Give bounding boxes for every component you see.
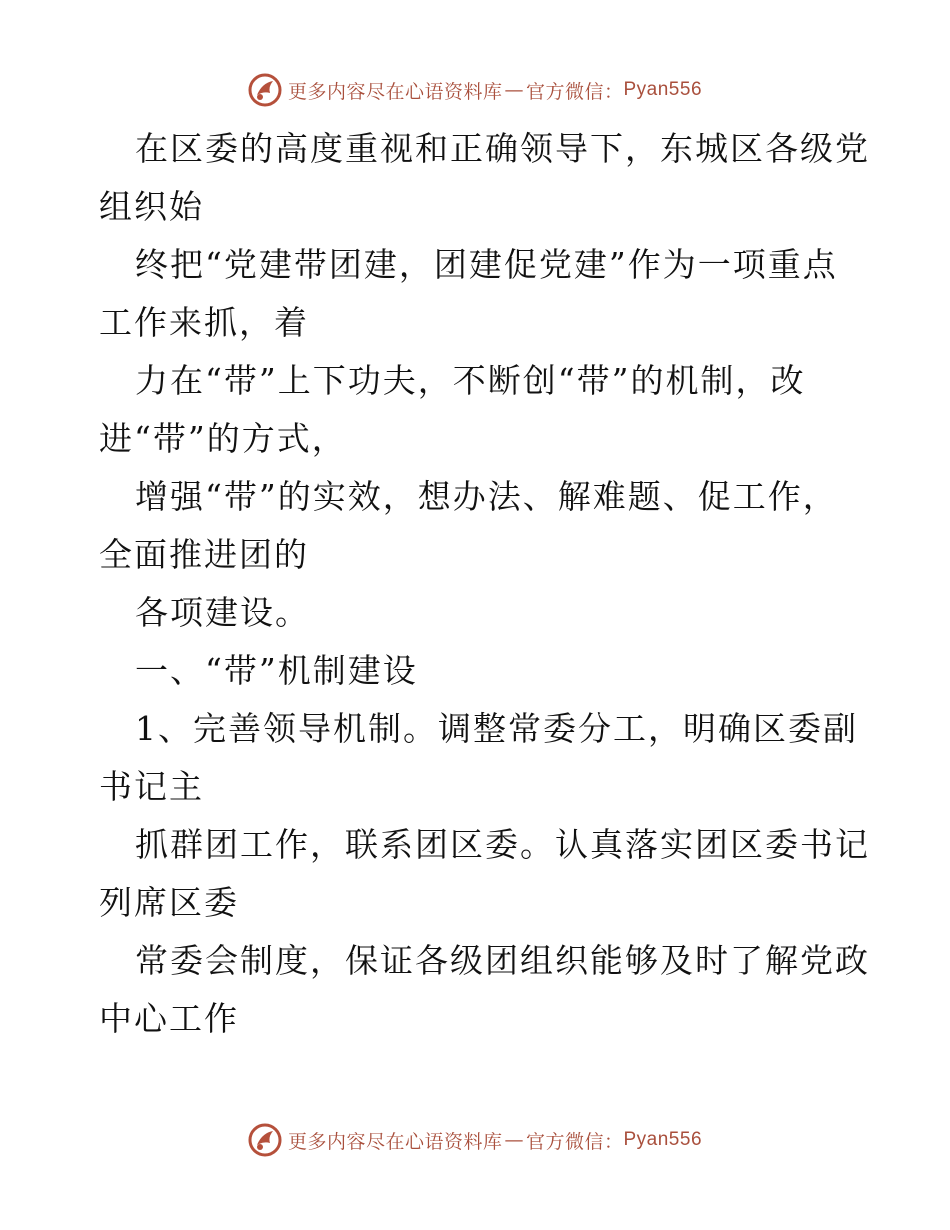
logo-icon <box>248 73 282 107</box>
watermark-wechat-id: Pyan556 <box>623 1129 703 1150</box>
text-line: 组织始 <box>99 187 204 226</box>
text-line: 1、完善领导机制。调整常委分工，明确区委副 <box>135 709 858 748</box>
watermark-sub-text: 官方微信： <box>525 80 624 103</box>
text-line: 在区委的高度重视和正确领导下，东城区各级党 <box>135 129 870 168</box>
watermark-separator: — <box>504 79 524 101</box>
text-line: 全面推进团的 <box>99 535 309 574</box>
text-line: 各项建设。 <box>135 593 310 632</box>
watermark-sub-text: 官方微信： <box>525 1130 624 1153</box>
document-body <box>99 120 870 1048</box>
text-line: 列席区委 <box>99 883 239 922</box>
text-line: 增强“带”的实效，想办法、解难题、促工作， <box>135 477 838 516</box>
watermark-wechat-id: Pyan556 <box>623 79 703 100</box>
text-line: 常委会制度，保证各级团组织能够及时了解党政 <box>135 941 870 980</box>
text-line: 工作来抓，着 <box>99 303 309 342</box>
text-line: 力在“带”上下功夫，不断创“带”的机制，改 <box>135 361 806 400</box>
watermark-main-text: 更多内容尽在心语资料库 <box>287 1130 503 1153</box>
footer-watermark <box>0 1122 950 1158</box>
text-line: 终把“党建带团建，团建促党建”作为一项重点 <box>135 245 838 284</box>
text-line: 中心工作 <box>99 999 239 1038</box>
watermark-main-text: 更多内容尽在心语资料库 <box>287 80 503 103</box>
logo-icon <box>248 1123 282 1157</box>
text-line: 进“带”的方式， <box>99 419 347 458</box>
watermark-separator: — <box>504 1129 524 1151</box>
text-line: 一、“带”机制建设 <box>135 651 418 690</box>
text-line: 抓群团工作，联系团区委。认真落实团区委书记 <box>135 825 870 864</box>
text-line: 书记主 <box>99 767 204 806</box>
header-watermark <box>0 72 950 108</box>
